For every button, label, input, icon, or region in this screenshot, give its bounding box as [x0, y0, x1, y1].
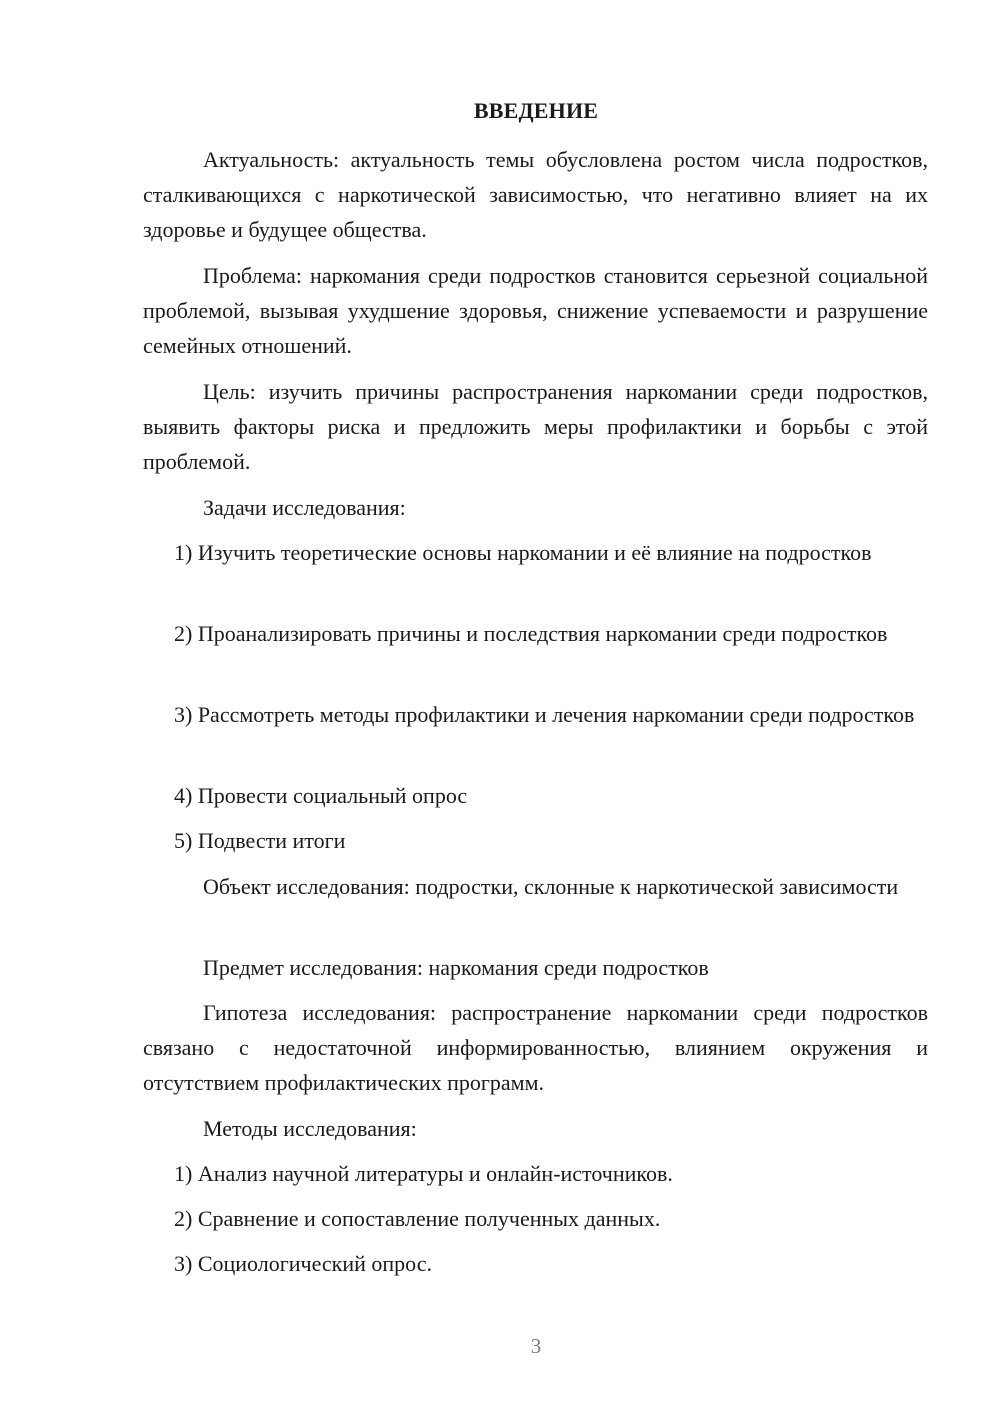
paragraph-methods-heading: Методы исследования: [203, 1116, 417, 1141]
paragraph-subject: Предмет исследования: наркомания среди подростков [203, 955, 709, 980]
task-item-4: 4) Провести социальный опрос [174, 783, 468, 808]
paragraph-goal: Цель: изучить причины распространения наркомании среди подростков, выявить факторы риска и предложить меры профилактики и борьбы с этой проблемой. [143, 379, 928, 474]
page-number: 3 [530, 1334, 542, 1358]
paragraph-relevance: Актуальность: актуальность темы обусловлена ростом числа подростков, сталкивающихся с наркотической зависимостью, что негативно влияет на их здоровье и будущее общества. [143, 147, 928, 242]
task-item-2: 2) Проанализировать причины и последствия наркомании среди подростков [174, 621, 888, 646]
paragraph-tasks-heading: Задачи исследования: [203, 495, 406, 520]
paragraph-problem: Проблема: наркомания среди подростков становится серьезной социальной проблемой, вызывая ухудшение здоровья, снижение успеваемости и разрушение семейных отношений. [143, 263, 928, 358]
method-item-2: 2) Сравнение и сопоставление полученных данных. [174, 1206, 661, 1231]
task-item-1: 1) Изучить теоретические основы наркомании и её влияние на подростков [174, 540, 872, 565]
method-item-3: 3) Социологический опрос. [174, 1251, 432, 1276]
paragraph-hypothesis: Гипотеза исследования: распространение наркомании среди подростков связано с недостаточной информированностью, влиянием окружения и отсутствием профилактических программ. [143, 1000, 928, 1095]
method-item-1: 1) Анализ научной литературы и онлайн-источников. [174, 1161, 673, 1186]
paragraph-object: Объект исследования: подростки, склонные к наркотической зависимости [203, 874, 899, 899]
task-item-3: 3) Рассмотреть методы профилактики и лечения наркомании среди подростков [174, 702, 915, 727]
page-title: ВВЕДЕНИЕ [473, 98, 599, 123]
task-item-5: 5) Подвести итоги [174, 828, 346, 853]
